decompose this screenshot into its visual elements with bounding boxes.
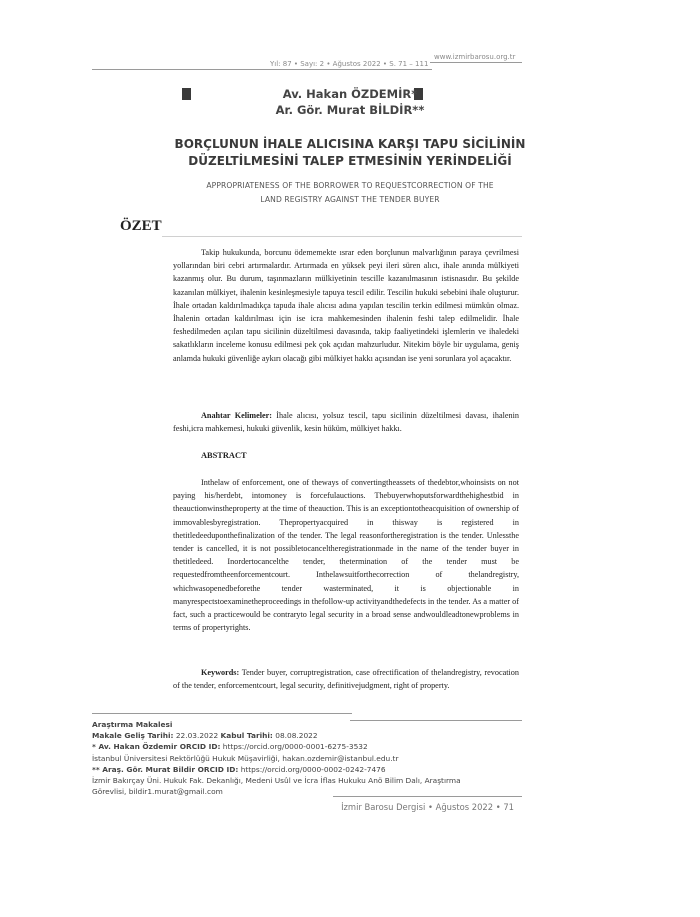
footnote-rule-left [92,713,352,714]
author-second: Ar. Gör. Murat BİLDİR** [275,103,425,117]
author2-orcid-link[interactable]: https://orcid.org/0000-0002-0242-7476 [238,764,386,774]
ozet-rule [162,236,522,237]
abstract-paragraph: Inthelaw of enforcement, one of theways of convertingtheassets of thedebtor,whoinsists on not paying his/herdebt, intomoney is forcefulauctions. Thebuyerwhoputsforwardthehighestbid in theauctionwinstheproperty at the time of theauction. This is an exceptiontotheacquisition of ownership of immovablesbyregistration. Thepropertyacquired in thisway is registered in thetitledeeduponthefinalization of the tender. The legal reasonfortheregistration is the tender. Unlessthe tender is cancelled, it is not possibletocanceltheregistrationmade in the name of the tender buyer in thetitledeed. Inordertocancelthe tender, thetermination of the tender must be requestedfromtheenforcementcourt. Inthelawsuitforthecorrection of thelandregistry, whichwasopenedbeforethe tender wasterminated, it is objectionable in manyrespectstoexaminetheproceedings in thefollow-up activityandthedefects in the tender. As a matter of fact, such a practicewould be contraryto legal security in a broad sense andwouldleadtonewproblems in terms of propertyrights. [173,478,519,633]
accepted-label: Kabul Tarihi: [220,731,273,741]
keywords-en-text: Tender buyer, corruptregistration, case ofrectification of thelandregistry, revocation of the tender, enforcementcourt, legal security, definitivejudgment, right of property. [173,668,519,691]
author2-orcid [92,764,512,775]
ozet-heading: ÖZET [120,218,162,234]
accepted-date: 08.08.2022 [272,731,318,741]
author2-affiliation-2: Görevlisi, bildir1.murat@gmail.com [92,787,223,797]
subtitle-line-1: APPROPRIATENESS OF THE BORROWER TO REQUESTCORRECTION OF THE [206,181,494,190]
author1-affiliation: İstanbul Üniversitesi Rektörlüğü Hukuk Müşavirliği, hakan.ozdemir@istanbul.edu.tr [92,753,399,763]
article-subtitle-en [120,179,580,207]
subtitle-line-2: LAND REGISTRY AGAINST THE TENDER BUYER [260,195,440,204]
author1-orcid [92,741,512,752]
author-block-marker-left [182,88,191,100]
article-title [100,136,600,170]
author-list [200,86,500,118]
author1-orcid-link[interactable]: https://orcid.org/0000-0001-6275-3532 [220,742,368,752]
author-first: Av. Hakan ÖZDEMİR* [282,87,418,101]
abstract-heading: ABSTRACT [201,451,247,460]
article-type: Araştırma Makalesi [92,720,173,729]
received-date: 22.03.2022 [173,731,221,741]
author1-orcid-label: * Av. Hakan Özdemir ORCID ID: [92,742,221,752]
author2-orcid-label: ** Araş. Gör. Murat Bildir ORCID ID: [92,764,239,774]
header-rule-right [430,62,522,63]
keywords-tr [173,409,519,435]
article-dates [92,730,512,741]
page-footer-rule [333,796,522,797]
keywords-tr-label: Anahtar Kelimeler: [201,411,272,420]
journal-website[interactable]: www.izmirbarosu.org.tr [434,53,516,61]
received-label: Makale Geliş Tarihi: [92,731,174,741]
issue-info: Yıl: 87 • Sayı: 2 • Ağustos 2022 • S. 71 – 111 [270,60,429,68]
page-footer: İzmir Barosu Dergisi • Ağustos 2022 • 71 [341,802,514,812]
title-line-1: BORÇLUNUN İHALE ALICISINA KARŞI TAPU SİCİLİNİN [174,137,526,151]
article-footnotes [92,719,512,797]
title-line-2: DÜZELTİLMESİNİ TALEP ETMESİNİN YERİNDELİĞİ [188,154,512,168]
keywords-tr-text: İhale alıcısı, yolsuz tescil, tapu sicilinin düzeltilmesi davası, ihalenin feshi,icra mahkemesi, hukuki güvenlik, kesin hüküm, mülkiyet hakkı. [173,411,519,434]
ozet-paragraph: Takip hukukunda, borcunu ödememekte ısrar eden borçlunun malvarlığının paraya çevrilmesi yollarından biri cebri artırmalardır. Artırmada en yüksek peyi ileri süren alıcı, ihale anında mülkiyeti kazanmış olur. Bu durum, taşınmazların mülkiyetinin tescille kazanılmasının istisnasıdır. Bu şekilde kazanılan mülkiyet, ihalenin kesinleşmesiyle tapuya tescil edilir. Tescilin hukuki sebebini ihale oluşturur. İhale ortadan kaldırılmadıkça tapuda ihale alıcısı adına yapılan tescilin terkin edilmesi mümkün olmaz. İhalenin ortadan kaldırılması için ise icra mahkemesinden ihalenin feshi talep edilmelidir. İhale feshedilmeden açılan tapu sicilinin düzeltilmesi davasında, takip faaliyetindeki işlemlerin ve ihaledeki sakatlıkların inceleme konusu edilmesi pek çok açıdan mahzurludur. Nitekim böyle bir uygulama, geniş anlamda hukuki güvenliğe aykırı olacağı gibi mülkiyet hakkı açısından ise yeni sorunlara yol açacaktır. [173,248,519,363]
keywords-en-label: Keywords: [201,668,240,677]
author2-affiliation-1: İzmir Bakırçay Üni. Hukuk Fak. Dekanlığı, Medeni Usûl ve İcra İflas Hukuku Anö Bilim Dalı, Araştırma [92,776,461,786]
keywords-en [173,666,519,692]
header-rule-left [92,69,432,70]
